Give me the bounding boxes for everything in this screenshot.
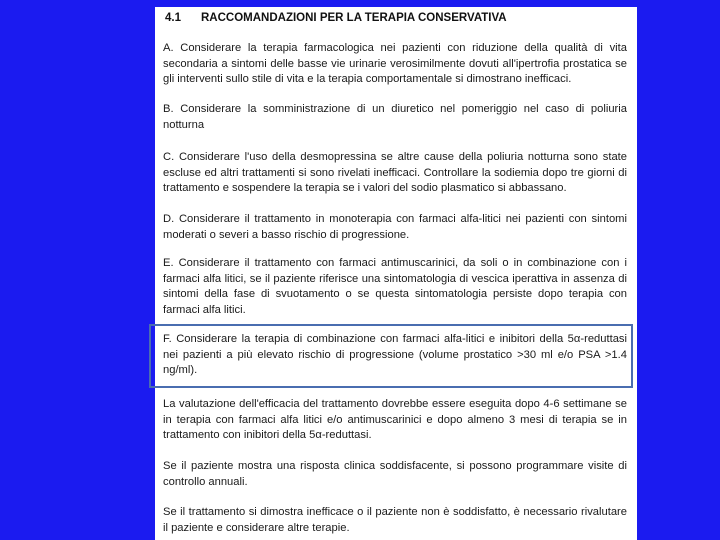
section-number: 4.1 (165, 12, 181, 24)
satisfactory-response-note: Se il paziente mostra una risposta clinica soddisfacente, si possono programmare visite di controllo annuali. (163, 460, 627, 488)
recommendation-f-highlight (149, 324, 633, 388)
recommendation-b: B. Considerare la somministrazione di un diuretico nel pomeriggio nel caso di poliuria notturna (163, 103, 627, 131)
document-page (155, 7, 637, 540)
evaluation-note: La valutazione dell'efficacia del trattamento dovrebbe essere eseguita dopo 4-6 settimane se in terapia con farmaci alfa litici e/o antimuscarinici e dopo almeno 3 mesi di terapia se in trattamento con inibitori della 5α-reduttasi. (163, 398, 627, 442)
ineffective-treatment-note: Se il trattamento si dimostra inefficace o il paziente non è soddisfatto, è necessario rivalutare il paziente e considerare altre terapie. (163, 506, 627, 534)
recommendation-f: F. Considerare la terapia di combinazione con farmaci alfa-litici e inibitori della 5α-reduttasi nei pazienti a più elevato rischio di progressione (volume prostatico >30 ml e/o PSA >1.4 ng/ml). (163, 333, 627, 377)
section-heading (165, 12, 507, 24)
recommendation-a: A. Considerare la terapia farmacologica nei pazienti con riduzione della qualità di vita secondaria a sintomi delle basse vie urinarie verosimilmente dovuti all'ipertrofia prostatica se gli interventi sullo stile di vita e la terapia comportamentale si dimostrano inefficaci. (163, 42, 627, 86)
recommendation-e: E. Considerare il trattamento con farmaci antimuscarinici, da soli o in combinazione con i farmaci alfa litici, se il paziente riferisce una sintomatologia di vescica iperattiva in assenza di sintomi della fase di svuotamento o se questa sintomatologia persiste dopo terapia con farmaci alfa litici. (163, 257, 627, 316)
section-title: RACCOMANDAZIONI PER LA TERAPIA CONSERVATIVA (201, 12, 507, 24)
recommendation-c: C. Considerare l'uso della desmopressina se altre cause della poliuria notturna sono state escluse ed altri trattamenti si sono rivelati inefficaci. Controllare la sodiemia dopo tre giorni di trattamento e sospendere la terapia se i valori del sodio plasmatico si abbassano. (163, 151, 627, 195)
recommendation-d: D. Considerare il trattamento in monoterapia con farmaci alfa-litici nei pazienti con sintomi moderati o severi a basso rischio di progressione. (163, 213, 627, 241)
